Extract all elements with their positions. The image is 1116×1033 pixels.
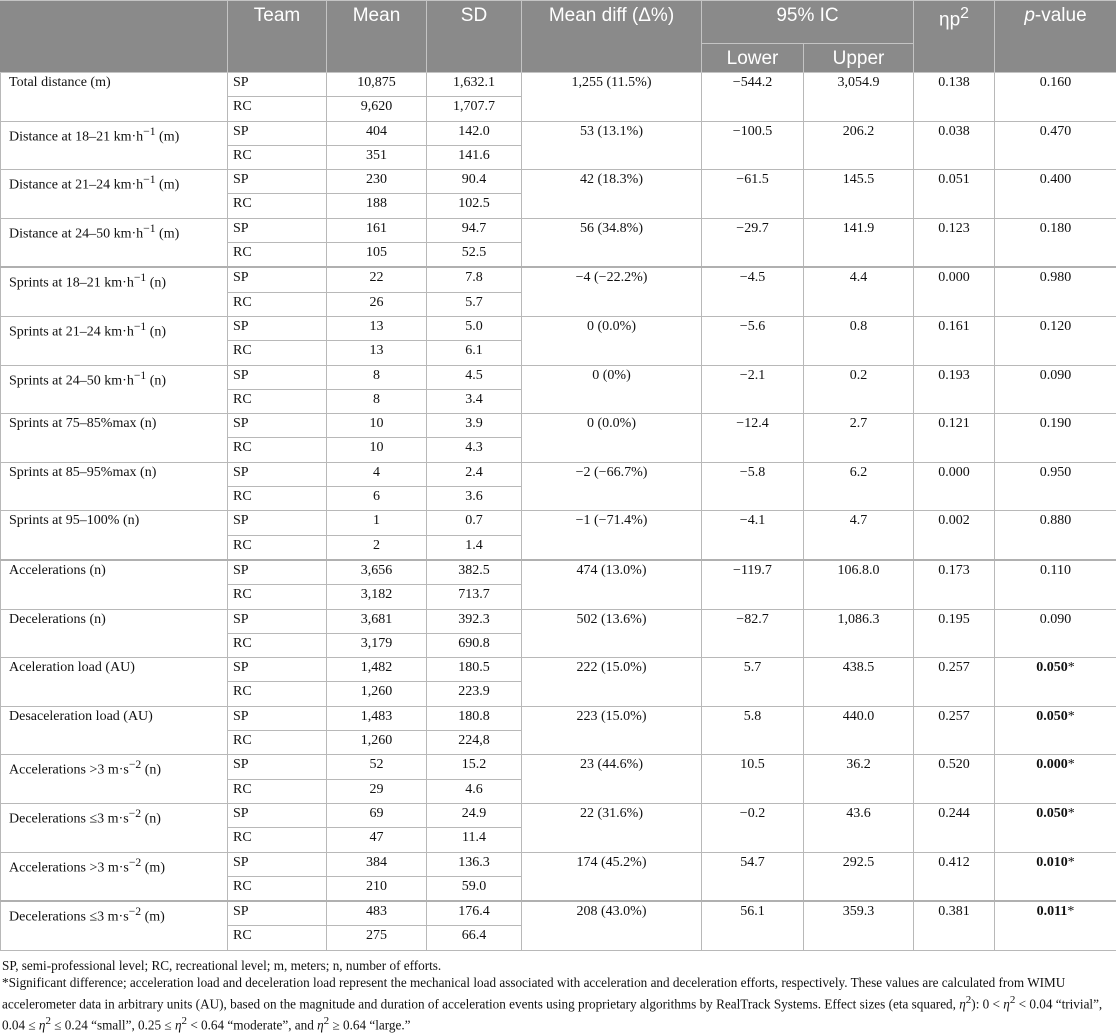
team-cell: RC — [228, 731, 327, 755]
row-label: Sprints at 24–50 $km\cdot h^{-1}$ (n) — [1, 365, 228, 414]
eta-cell: 0.000 — [914, 462, 995, 511]
team-cell: RC — [228, 292, 327, 316]
sd-cell: 2.4 — [427, 462, 522, 486]
eta-cell: 0.173 — [914, 560, 995, 609]
sd-cell: 94.7 — [427, 218, 522, 242]
sd-cell: 15.2 — [427, 755, 522, 779]
p-value-cell: 0.950 — [995, 462, 1116, 511]
eta-cell: 0.520 — [914, 755, 995, 804]
sd-cell: 382.5 — [427, 560, 522, 585]
row-label: Sprints at 75–85%max (n) — [1, 414, 228, 463]
team-cell: SP — [228, 121, 327, 145]
eta-cell: 0.138 — [914, 73, 995, 122]
ci-upper-cell: 206.2 — [804, 121, 914, 170]
p-value-cell: 0.050* — [995, 706, 1116, 755]
mean-cell: 69 — [327, 803, 427, 827]
sd-cell: 3.4 — [427, 389, 522, 413]
mean-cell: 2 — [327, 535, 427, 560]
team-cell: RC — [228, 243, 327, 268]
ci-upper-cell: 145.5 — [804, 170, 914, 219]
team-cell: SP — [228, 267, 327, 292]
header-team: Team — [228, 1, 327, 73]
table-row — [1, 609, 1116, 633]
ci-upper-cell: 141.9 — [804, 218, 914, 267]
row-label: Sprints at 18–21 $km\cdot h^{-1}$ (n) — [1, 267, 228, 316]
mean-diff-cell: −2 (−66.7%) — [522, 462, 702, 511]
ci-upper-cell: 440.0 — [804, 706, 914, 755]
mean-cell: 384 — [327, 852, 427, 876]
p-value-cell: 0.880 — [995, 511, 1116, 560]
table-row — [1, 706, 1116, 730]
sd-cell: 392.3 — [427, 609, 522, 633]
table-row — [1, 852, 1116, 876]
team-cell: SP — [228, 706, 327, 730]
mean-cell: 8 — [327, 365, 427, 389]
header-mean-diff: Mean diff (Δ%) — [522, 1, 702, 73]
team-cell: RC — [228, 926, 327, 950]
ci-lower-cell: −12.4 — [702, 414, 804, 463]
team-cell: RC — [228, 194, 327, 218]
mean-diff-cell: −4 (−22.2%) — [522, 267, 702, 316]
row-label: Sprints at 95–100% (n) — [1, 511, 228, 560]
mean-cell: 52 — [327, 755, 427, 779]
ci-upper-cell: 0.2 — [804, 365, 914, 414]
ci-lower-cell: −61.5 — [702, 170, 804, 219]
mean-cell: 210 — [327, 876, 427, 901]
mean-cell: 3,656 — [327, 560, 427, 585]
mean-cell: 275 — [327, 926, 427, 950]
sd-cell: 4.6 — [427, 779, 522, 803]
mean-cell: 1,483 — [327, 706, 427, 730]
eta-cell: 0.002 — [914, 511, 995, 560]
team-cell: SP — [228, 755, 327, 779]
header-eta-sup: 2 — [960, 5, 969, 22]
mean-cell: 3,179 — [327, 633, 427, 657]
mean-cell: 10 — [327, 414, 427, 438]
ci-lower-cell: −5.8 — [702, 462, 804, 511]
ci-lower-cell: −119.7 — [702, 560, 804, 609]
eta-cell: 0.381 — [914, 901, 995, 950]
eta-cell: 0.195 — [914, 609, 995, 658]
mean-cell: 13 — [327, 316, 427, 340]
ci-lower-cell: −5.6 — [702, 316, 804, 365]
team-cell: SP — [228, 365, 327, 389]
mean-cell: 4 — [327, 462, 427, 486]
mean-cell: 8 — [327, 389, 427, 413]
mean-cell: 6 — [327, 487, 427, 511]
eta-cell: 0.123 — [914, 218, 995, 267]
team-cell: RC — [228, 97, 327, 121]
header-upper: Upper — [804, 44, 914, 73]
eta-cell: 0.000 — [914, 267, 995, 316]
header-mean: Mean — [327, 1, 427, 73]
table-row — [1, 901, 1116, 926]
eta-cell: 0.257 — [914, 706, 995, 755]
sd-cell: 1.4 — [427, 535, 522, 560]
header-eta-base: ηp — [939, 9, 960, 30]
team-cell: RC — [228, 876, 327, 901]
row-label: Distance at 21–24 $km\cdot h^{-1}$ (m) — [1, 170, 228, 219]
mean-diff-cell: 502 (13.6%) — [522, 609, 702, 658]
mean-cell: 9,620 — [327, 97, 427, 121]
mean-diff-cell: 222 (15.0%) — [522, 658, 702, 707]
team-cell: RC — [228, 633, 327, 657]
ci-lower-cell: 56.1 — [702, 901, 804, 950]
ci-upper-cell: 36.2 — [804, 755, 914, 804]
sd-cell: 142.0 — [427, 121, 522, 145]
mean-cell: 404 — [327, 121, 427, 145]
team-cell: RC — [228, 585, 327, 609]
eta-cell: 0.257 — [914, 658, 995, 707]
team-cell: SP — [228, 560, 327, 585]
team-cell: RC — [228, 828, 327, 852]
ci-upper-cell: 106.8.0 — [804, 560, 914, 609]
ci-lower-cell: −4.1 — [702, 511, 804, 560]
team-cell: SP — [228, 901, 327, 926]
sd-cell: 713.7 — [427, 585, 522, 609]
table-row — [1, 511, 1116, 535]
sd-cell: 24.9 — [427, 803, 522, 827]
eta-cell: 0.051 — [914, 170, 995, 219]
mean-diff-cell: 1,255 (11.5%) — [522, 73, 702, 122]
row-label: Distance at 18–21 $km\cdot h^{-1}$ (m) — [1, 121, 228, 170]
header-ci: 95% IC — [702, 1, 914, 44]
table-row — [1, 658, 1116, 682]
team-cell: SP — [228, 803, 327, 827]
ci-lower-cell: 5.7 — [702, 658, 804, 707]
team-cell: SP — [228, 852, 327, 876]
ci-upper-cell: 43.6 — [804, 803, 914, 852]
ci-lower-cell: 10.5 — [702, 755, 804, 804]
mean-diff-cell: 474 (13.0%) — [522, 560, 702, 609]
table-row — [1, 267, 1116, 292]
mean-cell: 483 — [327, 901, 427, 926]
mean-cell: 1,260 — [327, 682, 427, 706]
row-label: Desaceleration load (AU) — [1, 706, 228, 755]
mean-diff-cell: 53 (13.1%) — [522, 121, 702, 170]
table-row — [1, 365, 1116, 389]
team-cell: SP — [228, 462, 327, 486]
table-row — [1, 170, 1116, 194]
mean-cell: 10 — [327, 438, 427, 462]
row-label: Distance at 24–50 $km\cdot h^{-1}$ (m) — [1, 218, 228, 267]
team-cell: RC — [228, 779, 327, 803]
mean-diff-cell: 0 (0%) — [522, 365, 702, 414]
ci-upper-cell: 6.2 — [804, 462, 914, 511]
p-value-cell: 0.090 — [995, 365, 1116, 414]
table-row — [1, 560, 1116, 585]
footnote-abbreviations: SP, semi-professional level; RC, recreational level; m, meters; n, number of efforts. — [2, 957, 1114, 975]
sd-cell: 0.7 — [427, 511, 522, 535]
mean-diff-cell: 208 (43.0%) — [522, 901, 702, 950]
row-label: Accelerations >3 $m\cdot s^{-2}$ (n) — [1, 755, 228, 804]
row-label: Sprints at 85–95%max (n) — [1, 462, 228, 511]
ci-lower-cell: 54.7 — [702, 852, 804, 901]
table-row — [1, 803, 1116, 827]
mean-diff-cell: −1 (−71.4%) — [522, 511, 702, 560]
eta-cell: 0.244 — [914, 803, 995, 852]
p-value-cell: 0.160 — [995, 73, 1116, 122]
team-cell: RC — [228, 145, 327, 169]
ci-lower-cell: 5.8 — [702, 706, 804, 755]
sd-cell: 52.5 — [427, 243, 522, 268]
ci-upper-cell: 0.8 — [804, 316, 914, 365]
mean-cell: 3,182 — [327, 585, 427, 609]
p-value-cell: 0.050* — [995, 803, 1116, 852]
sd-cell: 7.8 — [427, 267, 522, 292]
ci-lower-cell: −0.2 — [702, 803, 804, 852]
p-value-cell: 0.180 — [995, 218, 1116, 267]
sd-cell: 180.5 — [427, 658, 522, 682]
header-label — [1, 1, 228, 73]
sd-cell: 90.4 — [427, 170, 522, 194]
sd-cell: 5.0 — [427, 316, 522, 340]
row-label: Aceleration load (AU) — [1, 658, 228, 707]
sd-cell: 1,707.7 — [427, 97, 522, 121]
p-value-cell: 0.000* — [995, 755, 1116, 804]
sd-cell: 3.9 — [427, 414, 522, 438]
team-cell: RC — [228, 438, 327, 462]
table-row — [1, 73, 1116, 97]
team-cell: SP — [228, 73, 327, 97]
p-value-cell: 0.190 — [995, 414, 1116, 463]
mean-diff-cell: 56 (34.8%) — [522, 218, 702, 267]
row-label: Total distance (m) — [1, 73, 228, 122]
ci-upper-cell: 2.7 — [804, 414, 914, 463]
mean-cell: 1,260 — [327, 731, 427, 755]
mean-cell: 47 — [327, 828, 427, 852]
sd-cell: 6.1 — [427, 341, 522, 365]
team-cell: RC — [228, 389, 327, 413]
row-label: Accelerations (n) — [1, 560, 228, 609]
mean-cell: 188 — [327, 194, 427, 218]
ci-upper-cell: 4.4 — [804, 267, 914, 316]
team-cell: SP — [228, 414, 327, 438]
ci-upper-cell: 4.7 — [804, 511, 914, 560]
eta-cell: 0.121 — [914, 414, 995, 463]
table-row — [1, 121, 1116, 145]
sd-cell: 223.9 — [427, 682, 522, 706]
mean-cell: 10,875 — [327, 73, 427, 97]
team-cell: RC — [228, 341, 327, 365]
mean-diff-cell: 0 (0.0%) — [522, 316, 702, 365]
p-value-cell: 0.120 — [995, 316, 1116, 365]
sd-cell: 141.6 — [427, 145, 522, 169]
sd-cell: 176.4 — [427, 901, 522, 926]
table-row — [1, 414, 1116, 438]
sd-cell: 690.8 — [427, 633, 522, 657]
p-value-cell: 0.110 — [995, 560, 1116, 609]
table-row — [1, 218, 1116, 242]
row-label: Accelerations >3 $m\cdot s^{-2}$ (m) — [1, 852, 228, 901]
mean-cell: 351 — [327, 145, 427, 169]
mean-cell: 29 — [327, 779, 427, 803]
mean-cell: 161 — [327, 218, 427, 242]
eta-cell: 0.412 — [914, 852, 995, 901]
sd-cell: 136.3 — [427, 852, 522, 876]
header-pvalue-p: p — [1024, 5, 1035, 26]
sd-cell: 11.4 — [427, 828, 522, 852]
ci-lower-cell: −4.5 — [702, 267, 804, 316]
mean-cell: 26 — [327, 292, 427, 316]
ci-upper-cell: 3,054.9 — [804, 73, 914, 122]
p-value-cell: 0.010* — [995, 852, 1116, 901]
ci-upper-cell: 292.5 — [804, 852, 914, 901]
mean-cell: 1 — [327, 511, 427, 535]
team-cell: RC — [228, 487, 327, 511]
header-eta — [914, 1, 995, 73]
mean-cell: 230 — [327, 170, 427, 194]
table-row — [1, 755, 1116, 779]
mean-cell: 3,681 — [327, 609, 427, 633]
row-label: Sprints at 21–24 $km\cdot h^{-1}$ (n) — [1, 316, 228, 365]
table-notes — [0, 951, 1116, 1033]
eta-cell: 0.161 — [914, 316, 995, 365]
p-value-cell: 0.470 — [995, 121, 1116, 170]
table-row — [1, 462, 1116, 486]
table-row — [1, 316, 1116, 340]
ci-upper-cell: 1,086.3 — [804, 609, 914, 658]
team-cell: SP — [228, 218, 327, 242]
team-cell: SP — [228, 316, 327, 340]
sd-cell: 3.6 — [427, 487, 522, 511]
ci-lower-cell: −100.5 — [702, 121, 804, 170]
p-value-cell: 0.011* — [995, 901, 1116, 950]
mean-diff-cell: 42 (18.3%) — [522, 170, 702, 219]
p-value-cell: 0.050* — [995, 658, 1116, 707]
mean-cell: 105 — [327, 243, 427, 268]
sd-cell: 5.7 — [427, 292, 522, 316]
team-cell: SP — [228, 511, 327, 535]
mean-diff-cell: 23 (44.6%) — [522, 755, 702, 804]
sd-cell: 224,8 — [427, 731, 522, 755]
mean-diff-cell: 0 (0.0%) — [522, 414, 702, 463]
sd-cell: 102.5 — [427, 194, 522, 218]
sd-cell: 59.0 — [427, 876, 522, 901]
eta-cell: 0.038 — [914, 121, 995, 170]
p-value-cell: 0.400 — [995, 170, 1116, 219]
mean-cell: 1,482 — [327, 658, 427, 682]
header-pvalue — [995, 1, 1116, 73]
ci-lower-cell: −2.1 — [702, 365, 804, 414]
mean-diff-cell: 22 (31.6%) — [522, 803, 702, 852]
p-value-cell: 0.090 — [995, 609, 1116, 658]
header-pvalue-rest: -value — [1035, 5, 1087, 26]
sd-cell: 4.3 — [427, 438, 522, 462]
team-cell: SP — [228, 609, 327, 633]
header-sd: SD — [427, 1, 522, 73]
ci-lower-cell: −544.2 — [702, 73, 804, 122]
team-cell: RC — [228, 682, 327, 706]
row-label: Decelerations ≤3 $m\cdot s^{-2}$ (m) — [1, 901, 228, 950]
team-cell: SP — [228, 170, 327, 194]
mean-diff-cell: 223 (15.0%) — [522, 706, 702, 755]
table-body — [1, 73, 1116, 951]
row-label: Decelerations ≤3 $m\cdot s^{-2}$ (n) — [1, 803, 228, 852]
eta-cell: 0.193 — [914, 365, 995, 414]
sd-cell: 1,632.1 — [427, 73, 522, 97]
mean-cell: 22 — [327, 267, 427, 292]
ci-lower-cell: −82.7 — [702, 609, 804, 658]
sd-cell: 180.8 — [427, 706, 522, 730]
sd-cell: 66.4 — [427, 926, 522, 950]
p-value-cell: 0.980 — [995, 267, 1116, 316]
mean-cell: 13 — [327, 341, 427, 365]
ci-upper-cell: 438.5 — [804, 658, 914, 707]
ci-lower-cell: −29.7 — [702, 218, 804, 267]
mean-diff-cell: 174 (45.2%) — [522, 852, 702, 901]
row-label: Decelerations (n) — [1, 609, 228, 658]
team-cell: RC — [228, 535, 327, 560]
footnote-significance: *Significant difference; acceleration load and deceleration load represent the mechanical load associated with acceleration and deceleration efforts, respectively. These values are calculated from WIMU accelerometer data in arbitrary units (AU), based on the magnitude and duration of acceleration events using proprietary algorithms by RealTrack Systems. Effect sizes (eta squared, $\eta^2$): $0 < \eta^2 < 0.04$ “trivial”, $0.04 \le \eta^2 \le 0.24$ “small”, $0.25 \le \eta^2 < 0.64$ “moderate”, and $\eta^2 \ge 0.64$ “large.” — [2, 974, 1114, 1033]
sd-cell: 4.5 — [427, 365, 522, 389]
header-lower: Lower — [702, 44, 804, 73]
team-cell: SP — [228, 658, 327, 682]
ci-upper-cell: 359.3 — [804, 901, 914, 950]
